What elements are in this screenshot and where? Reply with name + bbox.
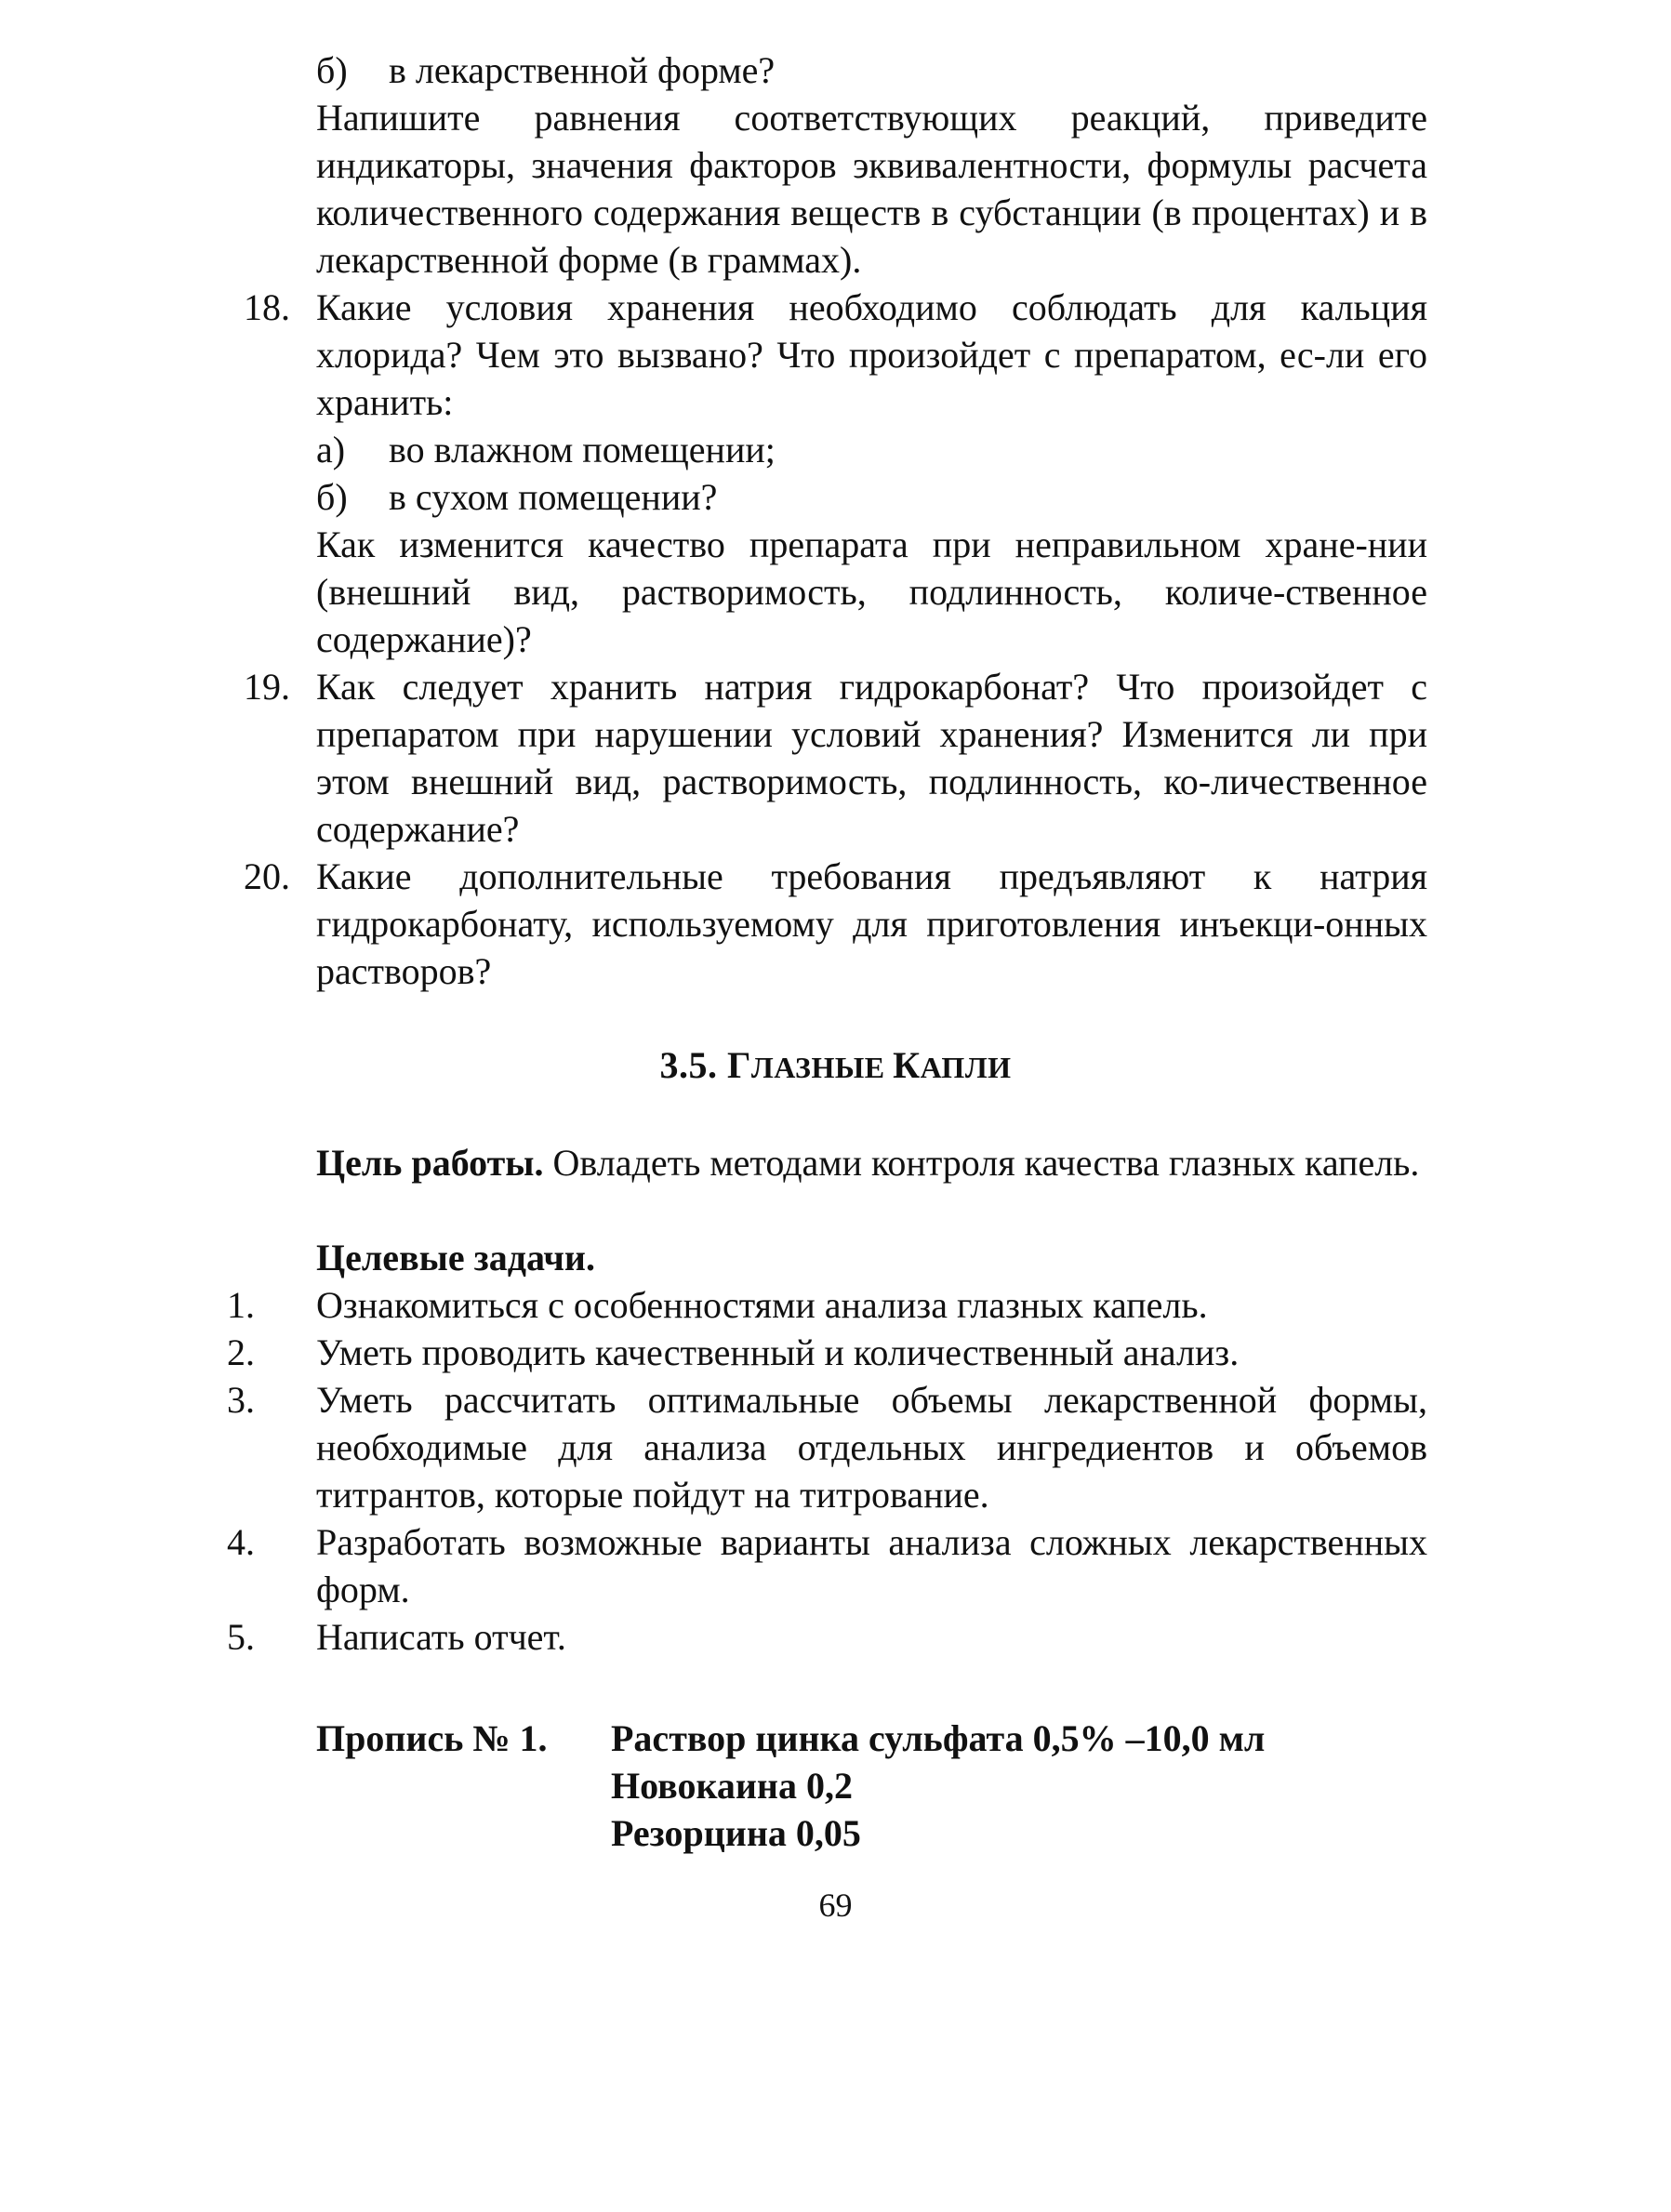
list-marker: б)	[316, 49, 348, 91]
section-title-smallcaps: ЛАЗНЫЕ	[750, 1051, 894, 1084]
page-number: 69	[818, 1887, 853, 1924]
question-text: Какие условия хранения необходимо соблюдать для кальция хлорида? Чем это вызвано? Что произойдет с препаратом, ес-ли его хранить:	[316, 286, 1427, 423]
list-item-a	[316, 426, 1427, 473]
section-number: 3.5.	[659, 1044, 718, 1086]
task-text: Разработать возможные варианты анализа сложных лекарственных форм.	[316, 1521, 1427, 1610]
task-number: 2.	[227, 1331, 255, 1373]
task-number: 4.	[227, 1521, 255, 1563]
prescription-line: Резорцина 0,05	[611, 1812, 861, 1854]
list-marker: б)	[316, 476, 348, 518]
list-marker: а)	[316, 429, 346, 470]
list-item-b	[316, 46, 1427, 94]
question-text: Какие дополнительные требования предъявляют к натрия гидрокарбонату, используемому для приготовления инъекци-онных растворов?	[316, 855, 1427, 992]
task-text: Уметь проводить качественный и количественный анализ.	[316, 1331, 1240, 1373]
list-item-text: во влажном помещении;	[389, 429, 776, 470]
question-number: 19.	[244, 666, 290, 708]
section-title-smallcaps: АПЛИ	[920, 1051, 1012, 1084]
prescription-line: Новокаина 0,2	[611, 1765, 853, 1807]
task-text: Ознакомиться с особенностями анализа глазных капель.	[316, 1284, 1208, 1326]
tasks-heading: Целевые задачи.	[316, 1237, 595, 1278]
prescription-line: Раствор цинка сульфата 0,5% –10,0 мл	[611, 1717, 1266, 1759]
question-text: Как следует хранить натрия гидрокарбонат? Что произойдет с препаратом при нарушении условий хранения? Изменится ли при этом внешний вид, растворимость, подлинность, ко-личественное содержание?	[316, 666, 1427, 850]
list-item-text: в сухом помещении?	[389, 476, 718, 518]
paragraph-followup: Как изменится качество препарата при неправильном хране-нии (внешний вид, растворимость, подлинность, количе-ственное содержание)?	[316, 523, 1427, 660]
task-number: 1.	[227, 1284, 255, 1326]
paragraph-instructions: Напишите равнения соответствующих реакций, приведите индикаторы, значения факторов эквивалентности, формулы расчета количественного содержания веществ в субстанции (в процентах) и в лекарственной форме (в граммах).	[316, 97, 1427, 281]
section-title-cap: Г	[726, 1044, 751, 1086]
goal-label: Цель работы.	[316, 1142, 544, 1184]
task-number: 3.	[227, 1379, 255, 1421]
section-heading	[0, 1041, 1671, 1092]
list-item-text: в лекарственной форме?	[389, 49, 776, 91]
goal-paragraph	[244, 1139, 1427, 1186]
goal-text: Овладеть методами контроля качества глазных капель.	[543, 1142, 1420, 1184]
prescription-label: Пропись № 1.	[316, 1717, 548, 1759]
list-item-b	[316, 473, 1427, 521]
task-text: Написать отчет.	[316, 1616, 566, 1658]
question-number: 20.	[244, 855, 290, 897]
section-title-cap: К	[893, 1044, 921, 1086]
task-text: Уметь рассчитать оптимальные объемы лекарственной формы, необходимые для анализа отдельных ингредиентов и объемов титрантов, которые пойдут на титрование.	[316, 1379, 1427, 1516]
question-number: 18.	[244, 286, 290, 328]
task-number: 5.	[227, 1616, 255, 1658]
